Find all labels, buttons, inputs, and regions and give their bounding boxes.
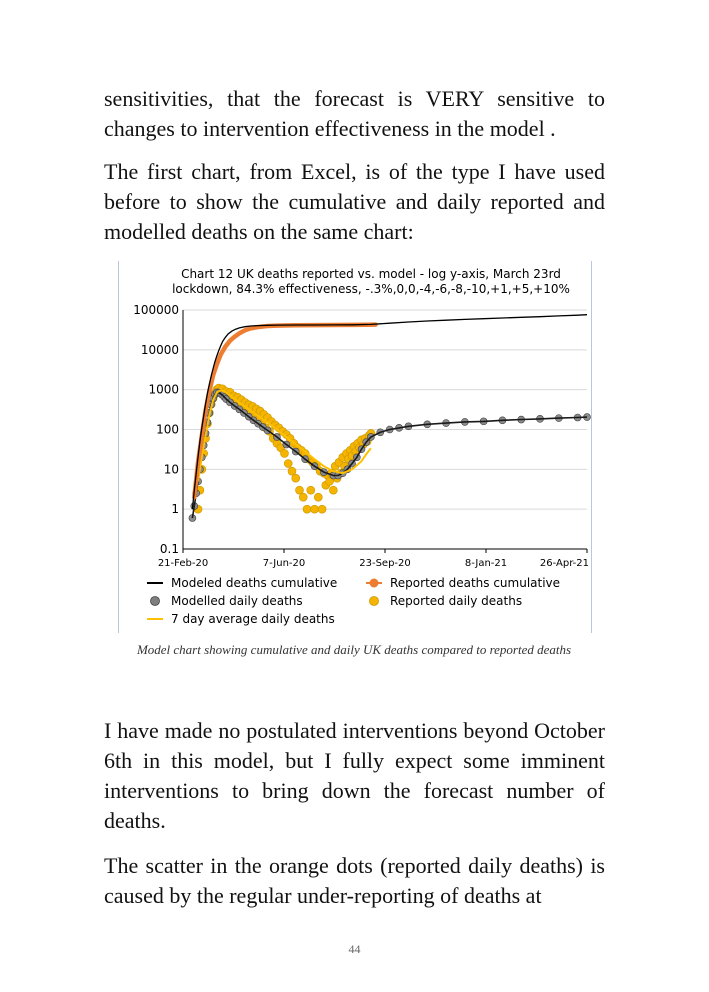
x-tick-label: 7-Jun-20: [262, 558, 306, 569]
y-tick-label: 10000: [140, 342, 179, 357]
reported-daily-point: [280, 449, 288, 457]
legend-swatch-dot: [370, 597, 379, 606]
y-tick-label: 1000: [148, 382, 179, 397]
legend-swatch-dot: [151, 597, 160, 606]
reported-daily-point: [288, 467, 296, 475]
legend-label: Reported deaths cumulative: [390, 576, 561, 590]
reported-daily-point: [307, 486, 315, 494]
legend-label: Reported daily deaths: [390, 594, 523, 608]
paragraph-scatter: The scatter in the orange dots (reported daily deaths) is caused by the regular under-reporting of deaths at: [104, 853, 605, 908]
legend-label: 7 day average daily deaths: [171, 612, 335, 626]
legend-label: Modeled deaths cumulative: [171, 576, 338, 590]
figure-caption: Model chart showing cumulative and daily UK deaths compared to reported deaths: [136, 642, 572, 657]
reported-daily-point: [292, 474, 300, 482]
page-number: 44: [348, 942, 361, 956]
y-tick-label: 1: [171, 502, 179, 517]
chart-title-line1: Chart 12 UK deaths reported vs. model - log y-axis, March 23rd: [181, 267, 561, 281]
x-tick-label: 8-Jan-21: [464, 558, 508, 569]
reported-daily-point: [284, 460, 292, 468]
x-tick-label: 21-Feb-20: [157, 558, 209, 569]
x-tick-label: 23-Sep-20: [359, 558, 411, 569]
paragraph-first-chart: The first chart, from Excel, is of the type I have used before to show the cumulative and daily reported and modelled deaths on the same chart:: [104, 159, 605, 244]
legend-swatch-dot: [370, 579, 379, 588]
deaths-chart: [119, 261, 591, 633]
reported-daily-point: [296, 486, 304, 494]
y-tick-label: 0.1: [159, 542, 179, 556]
paragraph-interventions: I have made no postulated interventions beyond October 6th in this model, but I fully expect some imminent interventions to bring down the forecast number of deaths.: [104, 718, 605, 833]
reported-daily-point: [311, 505, 319, 513]
legend-label: Modelled daily deaths: [171, 594, 303, 608]
y-tick-label: 10: [163, 462, 179, 477]
reported-daily-point: [314, 493, 322, 501]
reported-daily-point: [303, 505, 311, 513]
reported-daily-point: [318, 505, 326, 513]
chart-figure: [118, 261, 592, 633]
reported-daily-point: [299, 493, 307, 501]
x-tick-label: 26-Apr-21: [539, 558, 589, 569]
y-tick-label: 100: [156, 422, 179, 437]
y-tick-label: 100000: [133, 303, 179, 317]
paragraph-sensitivities: sensitivities, that the forecast is VERY sensitive to changes to intervention effectiveness in the model .: [104, 86, 605, 141]
chart-title-line2: lockdown, 84.3% effectiveness, -.3%,0,0,-4,-6,-8,-10,+1,+5,+10%: [172, 282, 570, 296]
reported-daily-point: [329, 486, 337, 494]
